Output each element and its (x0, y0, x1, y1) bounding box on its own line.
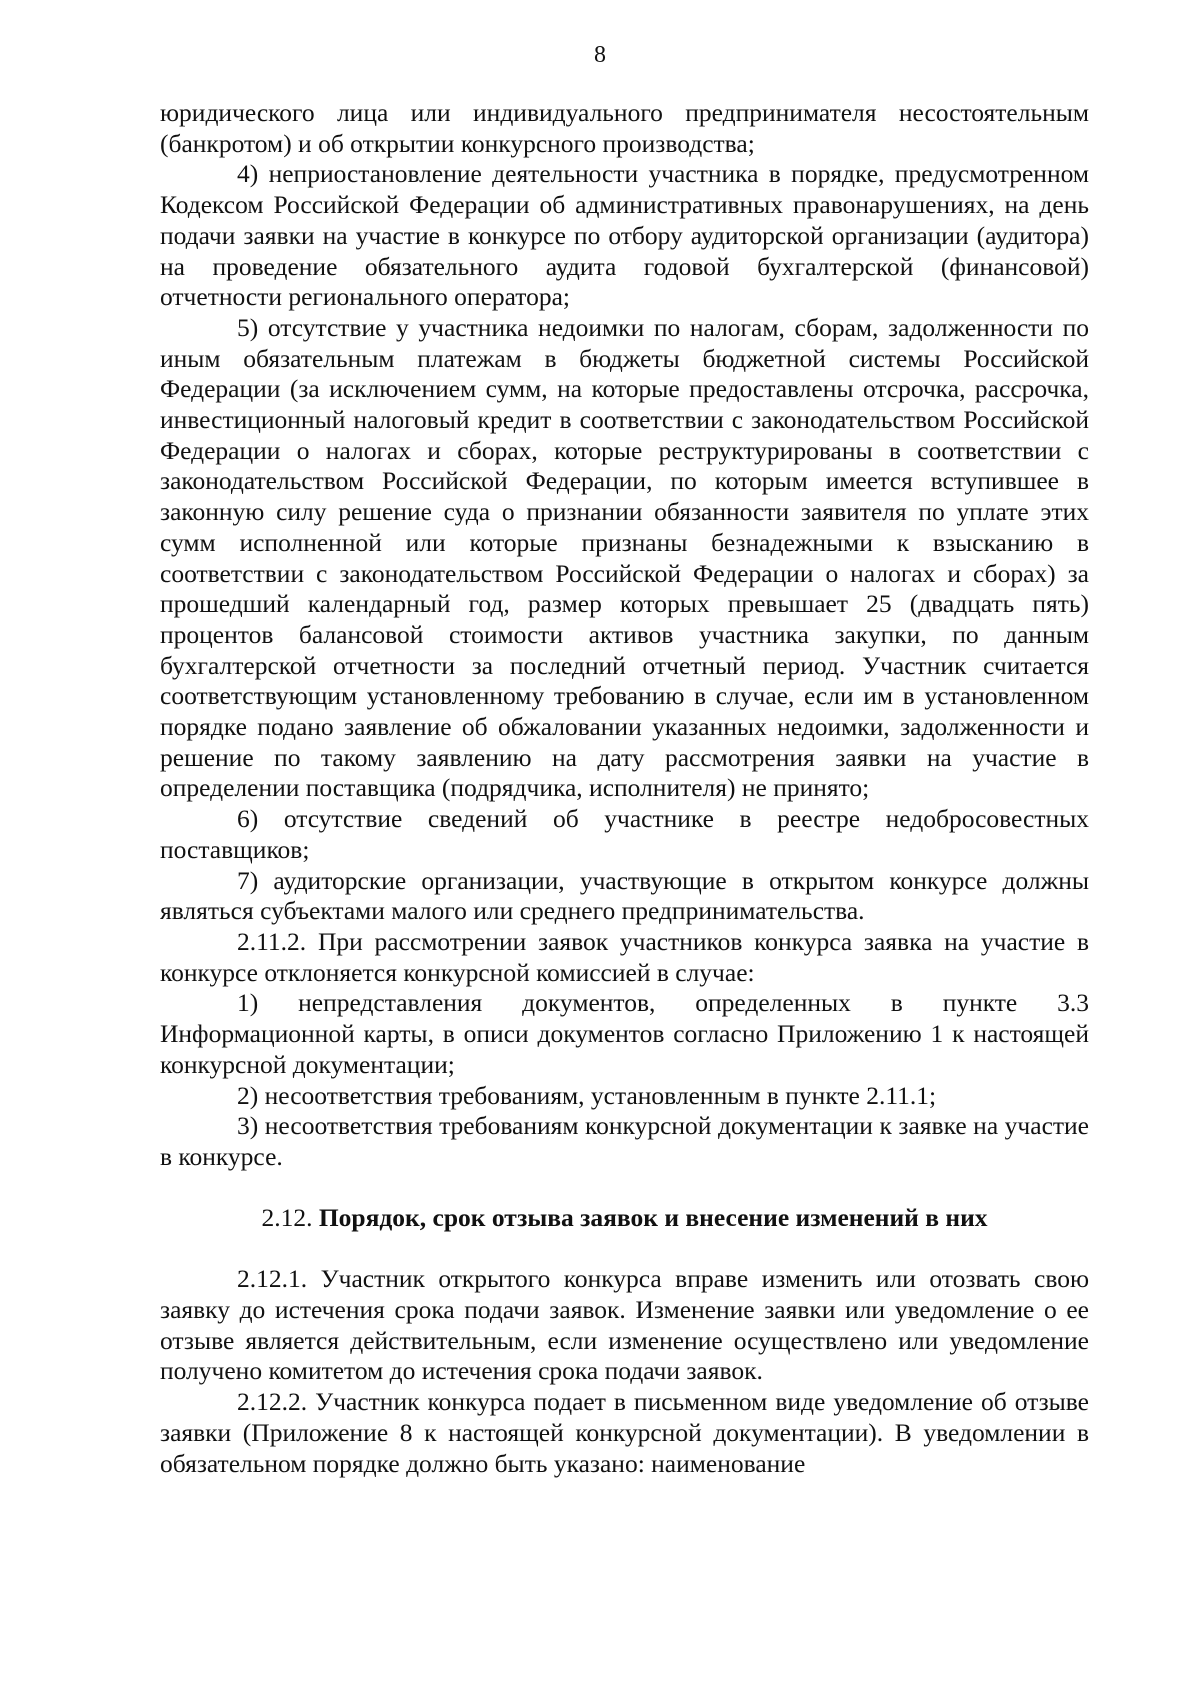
list-item-6: 6) отсутствие сведений об участнике в реестре недобросовестных поставщиков; (160, 804, 1089, 864)
rejection-item-2: 2) несоответствия требованиям, установленным в пункте 2.11.1; (237, 1080, 937, 1110)
rejection-item-3: 3) несоответствия требованиям конкурсной документации к заявке на участие в конкурсе. (160, 1111, 1089, 1171)
list-item-5: 5) отсутствие у участника недоимки по налогам, сборам, задолженности по иным обязательным платежам в бюджеты бюджетной системы Российской Федерации (за исключением сумм, на которые предоставлены отсрочка, рассрочка, инвестиционный налоговый кредит в соответствии с законодательством Российской Федерации о налогах и сборах, которые реструктурированы в соответствии с законодательством Российской Федерации, по которым имеется вступившее в законную силу решение суда о признании обязанности заявителя по уплате этих сумм исполненной или которые признаны безнадежными к взысканию в соответствии с законодательством Российской Федерации о налогах и сборах) за прошедший календарный год, размер которых превышает 25 (двадцать пять) процентов балансовой стоимости активов участника закупки, по данным бухгалтерской отчетности за последний отчетный период. Участник считается соответствующим установленному требованию в случае, если им в установленном порядке подано заявление об обжаловании указанных недоимки, задолженности и решение по такому заявлению на дату рассмотрения заявки на участие в определении поставщика (подрядчика, исполнителя) не принято; (160, 312, 1089, 803)
page-number: 8 (594, 42, 606, 68)
clause-2-12-1: 2.12.1. Участник открытого конкурса вправе изменить или отозвать свою заявку до истечения срока подачи заявок. Изменение заявки или уведомление о ее отзыве является действительным, если изменение осуществлено или уведомление получено комитетом до истечения срока подачи заявок. (160, 1264, 1089, 1386)
section-heading (160, 1203, 1089, 1234)
list-item-7: 7) аудиторские организации, участвующие в открытом конкурсе должны являться субъектами малого или среднего предпринимательства. (160, 865, 1089, 926)
rejection-item-1: 1) непредставления документов, определенных в пункте 3.3 Информационной карты, в описи документов согласно Приложению 1 к настоящей конкурсной документации; (160, 988, 1089, 1079)
clause-2-11-2: 2.11.2. При рассмотрении заявок участников конкурса заявка на участие в конкурсе отклоняется конкурсной комиссией в случае: (160, 926, 1089, 987)
document-body (160, 98, 1089, 1479)
clause-2-12-2: 2.12.2. Участник конкурса подает в письменном виде уведомление об отзыве заявки (Приложение 8 к настоящей конкурсной документации). В уведомлении в обязательном порядке должно быть указано: наименование (160, 1387, 1089, 1478)
section-title: Порядок, срок отзыва заявок и внесение изменений в них (318, 1202, 988, 1232)
section-number: 2.12. (261, 1202, 313, 1232)
paragraph-continuation: юридического лица или индивидуального предпринимателя несостоятельным (банкротом) и об открытии конкурсного производства; (160, 98, 1089, 158)
list-item-4: 4) неприостановление деятельности участника в порядке, предусмотренном Кодексом Российской Федерации об административных правонарушениях, на день подачи заявки на участие в конкурсе по отбору аудиторской организации (аудитора) на проведение обязательного аудита годовой бухгалтерской (финансовой) отчетности регионального оператора; (160, 159, 1089, 312)
